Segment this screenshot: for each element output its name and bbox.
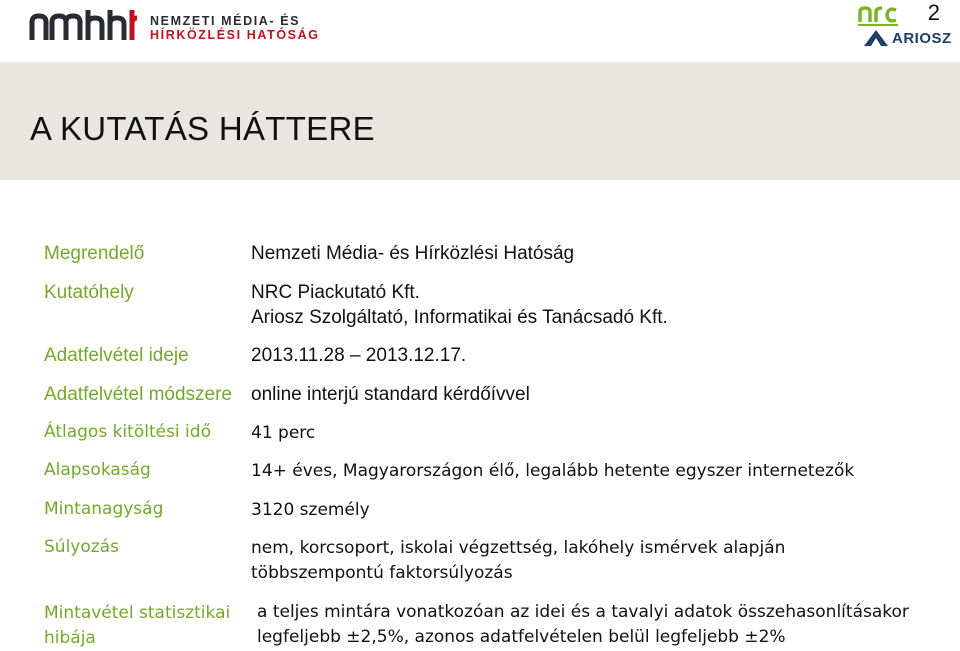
slide-header: [0, 0, 960, 62]
label-adatfelvetel-modszere: Adatfelvétel módszere: [44, 384, 232, 405]
ariosz-logo: [862, 28, 958, 50]
value-mintanagysag: 3120 személy: [251, 500, 370, 520]
label-kitoltesi-ido: Átlagos kitöltési idő: [44, 422, 211, 442]
nmhh-logo: [28, 4, 320, 44]
value-adatfelvetel-ideje: 2013.11.28 – 2013.12.17.: [251, 345, 467, 366]
label-megrendelo: Megrendelő: [44, 243, 145, 264]
page-title: A KUTATÁS HÁTTERE: [30, 110, 375, 147]
value-kutatohely-line1: NRC Piackutató Kft.: [251, 282, 420, 303]
value-kutatohely: [251, 280, 668, 330]
ariosz-triangle-icon: [862, 28, 890, 48]
value-kitoltesi-ido: 41 perc: [251, 423, 316, 443]
nrc-logo-icon: [856, 2, 916, 28]
nmhh-line1: NEMZETI MÉDIA- ÉS: [150, 14, 301, 28]
label-sulyozas: Súlyozás: [44, 537, 119, 557]
nrc-logo: [856, 2, 916, 28]
value-megrendelo: Nemzeti Média- és Hírközlési Hatóság: [251, 243, 575, 264]
value-sulyozas-line1: nem, korcsoport, iskolai végzettség, lakóhely ismérvek alapján: [251, 538, 786, 558]
label-mintanagysag: Mintanagyság: [44, 499, 164, 519]
label-adatfelvetel-ideje: Adatfelvétel ideje: [44, 345, 189, 366]
nmhh-wordmark: [150, 14, 320, 42]
nmhh-line2-text: HÍRKÖZLÉSI HATÓSÁG: [150, 28, 320, 42]
label-mintavetel-hiba: [44, 601, 230, 651]
value-mintavetel-hiba-line2: legfeljebb ±2,5%, azonos adatfelvételen belül legfeljebb ±2%: [257, 627, 786, 647]
page-number: 2: [927, 0, 940, 25]
value-sulyozas-line2: többszempontú faktorsúlyozás: [251, 563, 513, 583]
label-mintavetel-hiba-line1: Mintavétel statisztikai: [44, 603, 231, 623]
label-mintavetel-hiba-line2: hibája: [44, 628, 96, 648]
value-sulyozas: [251, 536, 785, 586]
value-adatfelvetel-modszere: online interjú standard kérdőívvel: [251, 384, 530, 405]
value-alapsokasag: 14+ éves, Magyarországon élő, legalább hetente egyszer internetezők: [251, 461, 855, 481]
label-kutatohely: Kutatóhely: [44, 282, 134, 303]
value-mintavetel-hiba-line1: a teljes mintára vonatkozóan az idei és a tavalyi adatok összehasonlításakor: [257, 602, 909, 622]
ariosz-wordmark: ARIOSZ: [892, 30, 952, 47]
nmhh-line2: [150, 28, 320, 42]
value-kutatohely-line2: Ariosz Szolgáltató, Informatikai és Tanácsadó Kft.: [251, 307, 668, 328]
value-mintavetel-hiba: [257, 600, 909, 650]
label-alapsokasag: Alapsokaság: [44, 460, 151, 480]
nmhh-mark-icon: [28, 4, 143, 44]
